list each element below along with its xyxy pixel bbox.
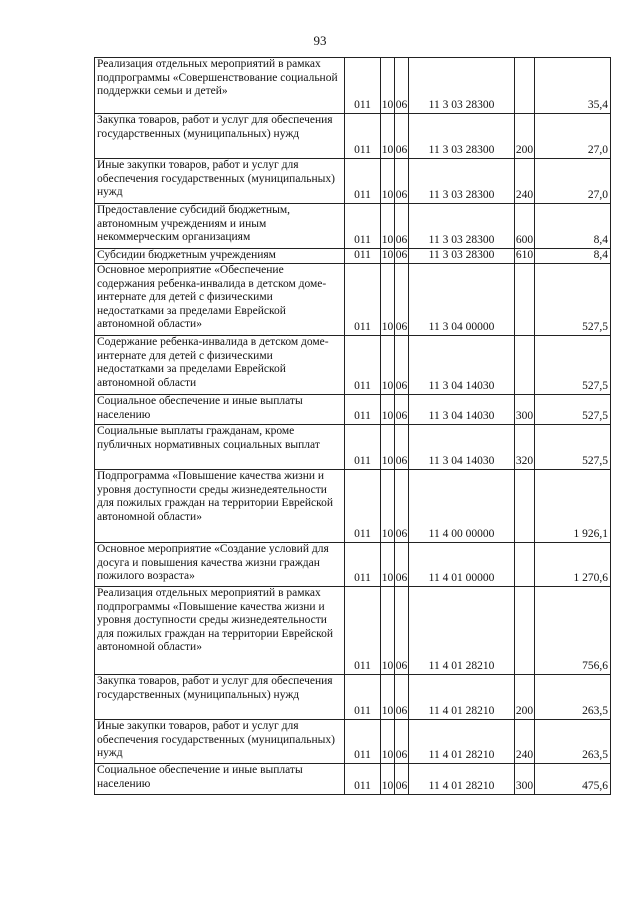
section-code: 10 (381, 543, 395, 587)
ministry-code: 011 (345, 336, 381, 395)
target-article-code: 11 3 03 28300 (409, 249, 515, 264)
expense-type-code: 200 (515, 114, 535, 159)
row-description: Подпрограмма «Повышение качества жизни и уровня доступности среды жизнедеятельности для пожилых граждан на территории Еврейской автономной области» (95, 470, 345, 543)
amount: 475,6 (535, 764, 611, 795)
target-article-code: 11 4 01 28210 (409, 587, 515, 675)
ministry-code: 011 (345, 675, 381, 720)
ministry-code: 011 (345, 159, 381, 204)
section-code: 10 (381, 114, 395, 159)
amount: 527,5 (535, 336, 611, 395)
subsection-code: 06 (395, 543, 409, 587)
expense-type-code (515, 470, 535, 543)
table-body (95, 58, 611, 795)
amount: 263,5 (535, 720, 611, 764)
target-article-code: 11 3 04 14030 (409, 395, 515, 425)
amount: 527,5 (535, 264, 611, 336)
ministry-code: 011 (345, 264, 381, 336)
table-row (95, 675, 611, 720)
target-article-code: 11 4 01 28210 (409, 720, 515, 764)
row-description: Закупка товаров, работ и услуг для обеспечения государственных (муниципальных) нужд (95, 675, 345, 720)
section-code: 10 (381, 58, 395, 114)
expense-type-code (515, 58, 535, 114)
target-article-code: 11 3 03 28300 (409, 114, 515, 159)
section-code: 10 (381, 587, 395, 675)
section-code: 10 (381, 470, 395, 543)
ministry-code: 011 (345, 543, 381, 587)
ministry-code: 011 (345, 58, 381, 114)
table-row (95, 543, 611, 587)
row-description: Реализация отдельных мероприятий в рамках подпрограммы «Совершенствование социальной поддержки семьи и детей» (95, 58, 345, 114)
ministry-code: 011 (345, 764, 381, 795)
row-description: Предоставление субсидий бюджетным, автономным учреждениям и иным некоммерческим организациям (95, 204, 345, 249)
expense-type-code (515, 543, 535, 587)
expense-type-code: 240 (515, 720, 535, 764)
subsection-code: 06 (395, 264, 409, 336)
ministry-code: 011 (345, 470, 381, 543)
table-row (95, 720, 611, 764)
section-code: 10 (381, 720, 395, 764)
target-article-code: 11 4 00 00000 (409, 470, 515, 543)
amount: 527,5 (535, 425, 611, 470)
subsection-code: 06 (395, 249, 409, 264)
section-code: 10 (381, 249, 395, 264)
expense-type-code: 320 (515, 425, 535, 470)
target-article-code: 11 3 04 00000 (409, 264, 515, 336)
ministry-code: 011 (345, 720, 381, 764)
amount: 8,4 (535, 204, 611, 249)
table-row (95, 395, 611, 425)
amount: 527,5 (535, 395, 611, 425)
row-description: Иные закупки товаров, работ и услуг для обеспечения государственных (муниципальных) нужд (95, 720, 345, 764)
expense-type-code (515, 587, 535, 675)
budget-table (94, 57, 611, 795)
section-code: 10 (381, 204, 395, 249)
row-description: Социальное обеспечение и иные выплаты населению (95, 395, 345, 425)
table-row (95, 587, 611, 675)
row-description: Закупка товаров, работ и услуг для обеспечения государственных (муниципальных) нужд (95, 114, 345, 159)
subsection-code: 06 (395, 425, 409, 470)
section-code: 10 (381, 336, 395, 395)
subsection-code: 06 (395, 675, 409, 720)
section-code: 10 (381, 764, 395, 795)
expense-type-code: 300 (515, 764, 535, 795)
target-article-code: 11 4 01 00000 (409, 543, 515, 587)
expense-type-code: 600 (515, 204, 535, 249)
subsection-code: 06 (395, 587, 409, 675)
section-code: 10 (381, 159, 395, 204)
expense-type-code: 200 (515, 675, 535, 720)
row-description: Социальное обеспечение и иные выплаты населению (95, 764, 345, 795)
ministry-code: 011 (345, 587, 381, 675)
table-row (95, 204, 611, 249)
target-article-code: 11 3 03 28300 (409, 58, 515, 114)
row-description: Содержание ребенка-инвалида в детском доме-интернате для детей с физическими недостатками за пределами Еврейской автономной области (95, 336, 345, 395)
target-article-code: 11 4 01 28210 (409, 764, 515, 795)
target-article-code: 11 3 03 28300 (409, 159, 515, 204)
subsection-code: 06 (395, 204, 409, 249)
amount: 35,4 (535, 58, 611, 114)
table-row (95, 336, 611, 395)
table-row (95, 470, 611, 543)
section-code: 10 (381, 395, 395, 425)
expense-type-code: 610 (515, 249, 535, 264)
page-number: 93 (313, 33, 327, 48)
subsection-code: 06 (395, 114, 409, 159)
row-description: Иные закупки товаров, работ и услуг для обеспечения государственных (муниципальных) нужд (95, 159, 345, 204)
table-row (95, 249, 611, 264)
target-article-code: 11 4 01 28210 (409, 675, 515, 720)
amount: 1 926,1 (535, 470, 611, 543)
amount: 756,6 (535, 587, 611, 675)
expense-type-code: 300 (515, 395, 535, 425)
row-description: Социальные выплаты гражданам, кроме публичных нормативных социальных выплат (95, 425, 345, 470)
table-row (95, 764, 611, 795)
subsection-code: 06 (395, 336, 409, 395)
subsection-code: 06 (395, 470, 409, 543)
ministry-code: 011 (345, 204, 381, 249)
subsection-code: 06 (395, 395, 409, 425)
ministry-code: 011 (345, 114, 381, 159)
row-description: Основное мероприятие «Создание условий для досуга и повышения качества жизни граждан пожилого возраста» (95, 543, 345, 587)
ministry-code: 011 (345, 249, 381, 264)
target-article-code: 11 3 04 14030 (409, 336, 515, 395)
expense-type-code (515, 264, 535, 336)
subsection-code: 06 (395, 58, 409, 114)
table-row (95, 58, 611, 114)
target-article-code: 11 3 03 28300 (409, 204, 515, 249)
amount: 1 270,6 (535, 543, 611, 587)
expense-type-code: 240 (515, 159, 535, 204)
subsection-code: 06 (395, 764, 409, 795)
table-row (95, 159, 611, 204)
target-article-code: 11 3 04 14030 (409, 425, 515, 470)
amount: 27,0 (535, 114, 611, 159)
amount: 27,0 (535, 159, 611, 204)
table-row (95, 114, 611, 159)
subsection-code: 06 (395, 720, 409, 764)
row-description: Основное мероприятие «Обеспечение содержания ребенка-инвалида в детском доме-интернате для детей с физическими недостатками за пределами Еврейской автономной области» (95, 264, 345, 336)
row-description: Реализация отдельных мероприятий в рамках подпрограммы «Повышение качества жизни и уровня доступности среды жизнедеятельности для пожилых граждан на территории Еврейской автономной области» (95, 587, 345, 675)
section-code: 10 (381, 675, 395, 720)
section-code: 10 (381, 425, 395, 470)
section-code: 10 (381, 264, 395, 336)
table-row (95, 264, 611, 336)
amount: 263,5 (535, 675, 611, 720)
expense-type-code (515, 336, 535, 395)
ministry-code: 011 (345, 425, 381, 470)
row-description: Субсидии бюджетным учреждениям (95, 249, 345, 264)
table-row (95, 425, 611, 470)
ministry-code: 011 (345, 395, 381, 425)
amount: 8,4 (535, 249, 611, 264)
subsection-code: 06 (395, 159, 409, 204)
